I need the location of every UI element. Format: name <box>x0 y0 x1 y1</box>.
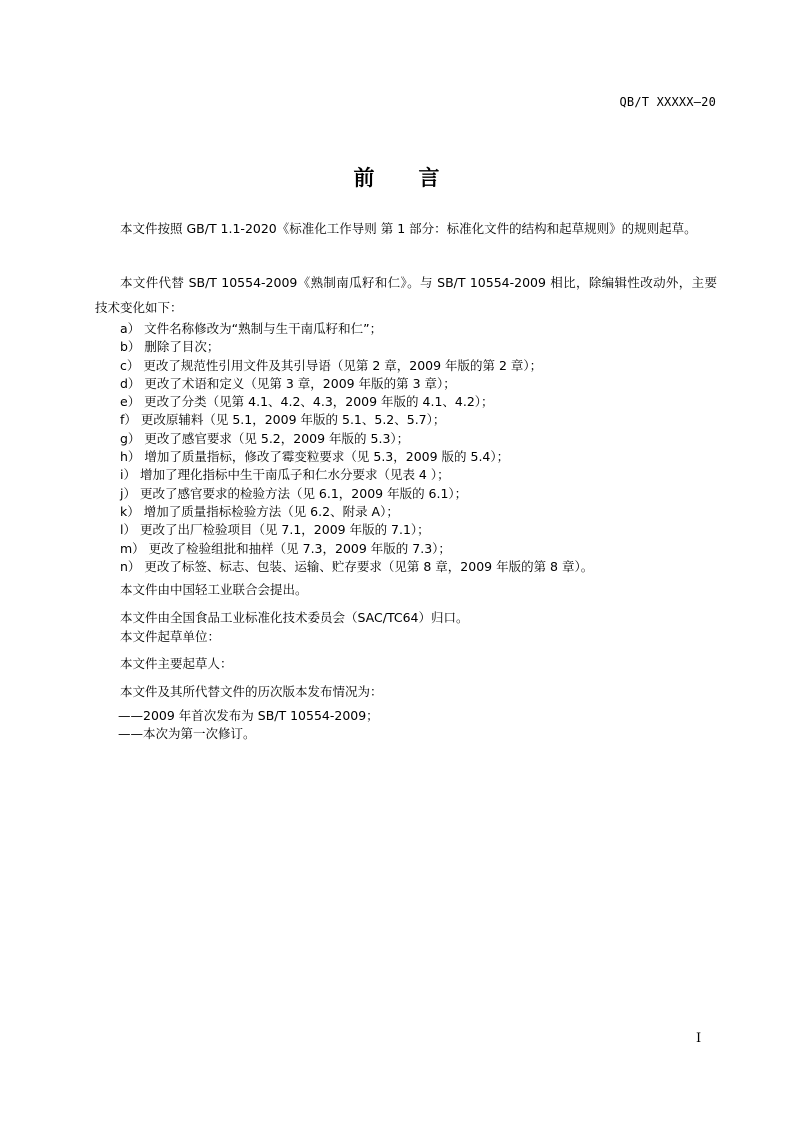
history-item: ——2009 年首次发布为 SB/T 10554-2009； <box>118 708 379 723</box>
statement-history-intro: 本文件及其所代替文件的历次版本发布情况为： <box>120 684 383 699</box>
list-item: a） 文件名称修改为“熟制与生干南瓜籽和仁”； <box>120 321 383 336</box>
list-item: c） 更改了规范性引用文件及其引导语（见第 2 章，2009 年版的第 2 章）； <box>120 357 543 373</box>
list-item: f） 更改原辅料（见 5.1，2009 年版的 5.1、5.2、5.7）； <box>120 412 446 428</box>
list-item: g） 更改了感官要求（见 5.2，2009 年版的 5.3）； <box>120 430 410 446</box>
list-item: m） 更改了检验组批和抽样（见 7.3，2009 年版的 7.3）； <box>120 540 451 556</box>
paragraph-text: 本文件代替 SB/T 10554-2009《熟制南瓜籽和仁》。与 SB/T 10554-2009 相比，除编辑性改动外，主要技术变化如下： <box>95 275 717 315</box>
statement-drafting-units: 本文件起草单位： <box>120 629 221 644</box>
paragraph-text: 本文件按照 GB/T 1.1-2020《标准化工作导则 第 1 部分：标准化文件的结构和起草规则》的规则起草。 <box>120 221 697 236</box>
page-number: I <box>696 1031 702 1046</box>
page-title: 前言 <box>353 165 484 190</box>
list-item: d） 更改了术语和定义（见第 3 章，2009 年版的第 3 章）； <box>120 375 456 391</box>
list-item: k） 增加了质量指标检验方法（见 6.2、附录 A）； <box>120 503 399 519</box>
changes-list <box>120 320 720 576</box>
statement-jurisdiction: 本文件由全国食品工业标准化技术委员会（SAC/TC64）归口。 <box>120 610 469 625</box>
list-item: e） 更改了分类（见第 4.1、4.2、4.3，2009 年版的 4.1、4.2）； <box>120 394 494 410</box>
history-item: ——本次为第一次修订。 <box>118 726 256 741</box>
list-item: j） 更改了感官要求的检验方法（见 6.1，2009 年版的 6.1）； <box>120 485 468 501</box>
list-item: i） 增加了理化指标中生干南瓜子和仁水分要求（见表 4 ）； <box>120 467 450 483</box>
statement-main-drafters: 本文件主要起草人： <box>120 656 233 671</box>
list-item: l） 更改了出厂检验项目（见 7.1，2009 年版的 7.1）； <box>120 522 430 538</box>
paragraph-replacement <box>95 270 717 320</box>
statement-proposed-by: 本文件由中国轻工业联合会提出。 <box>120 582 308 597</box>
list-item: n） 更改了标签、标志、包装、运输、贮存要求（见第 8 章，2009 年版的第 8 章）。 <box>120 558 594 574</box>
list-item: h） 增加了质量指标，修改了霉变粒要求（见 5.3，2009 版的 5.4）； <box>120 449 510 465</box>
list-item: b） 删除了目次； <box>120 339 220 355</box>
standard-code: QB/T XXXXX—20 <box>619 95 716 109</box>
paragraph-drafting-rules <box>95 216 717 241</box>
